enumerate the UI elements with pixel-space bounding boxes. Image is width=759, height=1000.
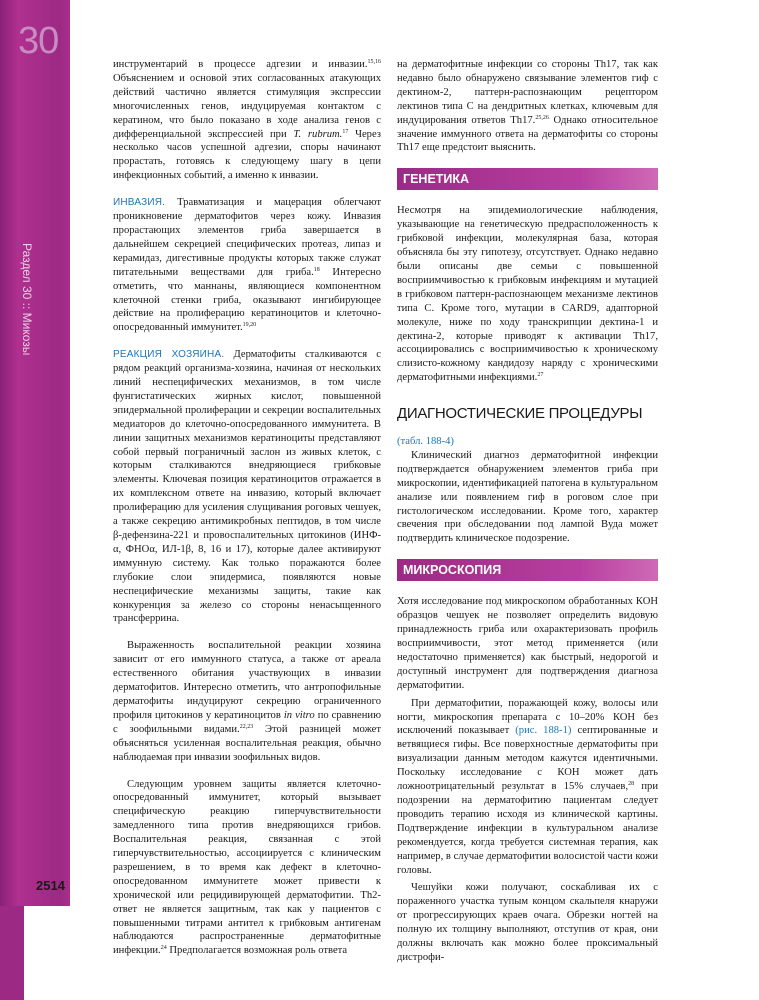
paragraph-diagnostics: Клинический диагноз дерматофитной инфекции подтверждается обнаружением элементов гриба при микроскопии, идентификацией патогена в культуральном анализе или появлением гиф в роговом слое при гистологическом исследовании. Кроме того, характер свечения при обследовании под лампой Вуда может подтвердить клиническое подозрение.	[397, 449, 658, 545]
chapter-number: 30	[18, 20, 59, 62]
paragraph-invasion: ИНВАЗИЯ. Травматизация и мацерация облегчают проникновение дерматофитов через кожу. Инвазия прорастающих элементов гриба завершается в дальнейшем секрецией специфических протеаз, липаз и керамидаз, дигестивные продукты которых также служат питательными веществами для гриба.$^{18}$ Интересно отметить, что маннаны, являющиеся компонентном клеточной стенки гриба, оказывают ингибирующее действие на пролиферацию кератиноцитов и клеточно-опосредованный иммунитет.$^{19,20}$	[113, 197, 382, 334]
section-label: Раздел 30 :: Микозы	[20, 243, 34, 356]
heading-diagnostics: ДИАГНОСТИЧЕСКИЕ ПРОЦЕДУРЫ	[397, 405, 643, 423]
paragraph-genetics: Несмотря на эпидемиологические наблюдения, указывающие на генетическую предрасположенность к грибковой инфекции, молекулярная база, которая объясняла бы эту гипотезу, отсутствует. Однако недавно были описаны две семьи с повышенной восприимчивостью к грибковым инфекциям и мутацией в грибковом паттерн-распознающем механизме лектинов типа C. Кроме того, мутации в CARD9, адапторной молекуле, ниже по ходу транскрипции дектина-1 и дектина-2, которые приводят к активации Th17, ассоциировались с восприимчивостью к хроническому слизисто-кожному кандидозу наряду с хроническими дерматофитными инфекциями.$^{27}$	[397, 205, 658, 384]
paragraph: Выраженность воспалительной реакции хозяина зависит от его иммунного статуса, а также от ареала естественного обитания участвующих в инвазии дерматофитов. Интересно отметить, что антропофильные дерматофиты индуцируют секрецию ограниченного профиля цитокинов у кератиноцитов in vitro по сравнению с зоофильными видами.$^{22,23}$ Этой разницей может объясняться усиленная воспалительная реакция, обычно наблюдаемая при инвазии зоофильных видов.	[113, 640, 381, 763]
paragraph: на дерматофитные инфекции со стороны Th17, так как недавно было обнаружено связывание элементов гиф с дектином-2, паттерн-распознающим рецептором лектинов типа C на дендритных клетках, ключевым для индуцирования ответов Th17.$^{25,26}$ Однако относительное значение иммунного ответа на дерматофиты со стороны Th17 еще предстоит выяснить.	[397, 59, 658, 154]
paragraph: инструментарий в процессе адгезии и инвазии.$^{15,16}$ Объяснением и основой этих согласованных атакующих действий частично является стимуляция экспрессии многочисленных генов, индуцируемая контактом с кератином, что было показано в ходе анализа генов с дифференциальной экспрессией при T. rubrum.$^{17}$ Через несколько часов успешной адгезии, споры начинают прорастать, готовясь к следующему шагу в цепи инфекционных событий, а именно к инвазии.	[113, 59, 381, 182]
section-heading-microscopy: МИКРОСКОПИЯ	[397, 559, 658, 581]
paragraph-microscopy: Хотя исследование под микроскопом обработанных КОН образцов чешуек не позволяет определить видовую принадлежность гриба или охарактеризовать профиль восприимчивости, этот метод применяется (или недостаточно применяется) как быстрый, недорогой и доступный инструмент для подтверждения диагноза дерматофитии.	[397, 596, 658, 691]
paragraph-host-reaction: РЕАКЦИЯ ХОЗЯИНА. Дерматофиты сталкиваются с рядом реакций организма-хозяина, начиная от нескольких линий неспецифических механизмов, в том числе фунгистатических жирных кислот, повышенной эпидермальной пролиферации и секреции воспалительных медиаторов до клеточно-опосредованного иммунитета. В линии защитных механизмов кератиноциты представляют собой первый пограничный заслон из живых клеток, с которым сталкиваются внедряющиеся грибковые элементы. Ключевая позиция кератиноцитов отражается в их комплексном ответе на инвазию, который включает пролиферацию для усиления слущивания роговых чешуек, а также секрецию антимикробных пептидов, в том числе β-дефензина-221 и провоспалительных цитокинов (ИНФ-α, ФНОα, ИЛ-1β, 8, 16 и 17), которые далее активируют иммунную систему. Как только поражаются более глубокие слои эпидермиса, появляются новые неспецифические механизмы защиты, такие как конкуренция за железо со стороны ненасыщенного трансферрина.	[113, 349, 381, 625]
paragraph: При дерматофитии, поражающей кожу, волосы или ногти, микроскопия препарата с 10–20% КОН без исключений показывает (рис. 188-1) септированные и ветвящиеся гифы. Все поверхностные дерматофиты при визуализации данным методом кажутся идентичными. Поскольку исследование с КОН может дать ложноотрицательный результат в 15% случаев,$^{28}$ при подозрении на дерматофитию пациентам следует проводить терапию исходя из клинической картины. Подтверждение инфекции в культуральном анализе рекомендуется, когда требуется системная терапия, как например, в случае дерматофитии волосистой части кожи головы.	[397, 697, 658, 876]
runin-heading-host: РЕАКЦИЯ ХОЗЯИНА.	[113, 349, 225, 361]
table-reference[interactable]: (табл. 188-4)	[397, 436, 454, 448]
page-number: 2514	[36, 878, 65, 893]
runin-heading-invasion: ИНВАЗИЯ.	[113, 197, 166, 209]
paragraph: Следующим уровнем защиты является клеточно-опосредованный иммунитет, который вызывает специфическую реакцию гиперчувствительности замедленного типа против внедряющихся грибов. Воспалительная реакция, связанная с этой гиперчувствительностью, ассоциируется с клиническим разрешением, в то время как дефект в клеточно-опосредованном иммунитете может привести к хронической или рецидивирующей дерматофитии. Th2-ответ не является защитным, так как у пациентов с повышенными титрами антител к грибковым антигенам наблюдаются распространенные дерматофитные инфекции.$^{24}$ Предполагается возможная роль ответа	[113, 778, 381, 957]
right-column	[397, 58, 658, 965]
paragraph: Чешуйки кожи получают, соскабливая их с пораженного участка тупым концом скальпеля кнаружи от прогрессирующих краев очага. Обрезки ногтей на полную их толщину выполняют, отступив от края, они должны включать как можно более проксимальный дистрофи-	[397, 882, 658, 963]
chapter-sidebar	[0, 0, 70, 906]
section-heading-genetics: ГЕНЕТИКА	[397, 168, 658, 190]
figure-reference[interactable]: (рис. 188-1)	[515, 725, 572, 737]
sidebar-lower-strip	[0, 906, 24, 1000]
left-column	[113, 58, 381, 958]
